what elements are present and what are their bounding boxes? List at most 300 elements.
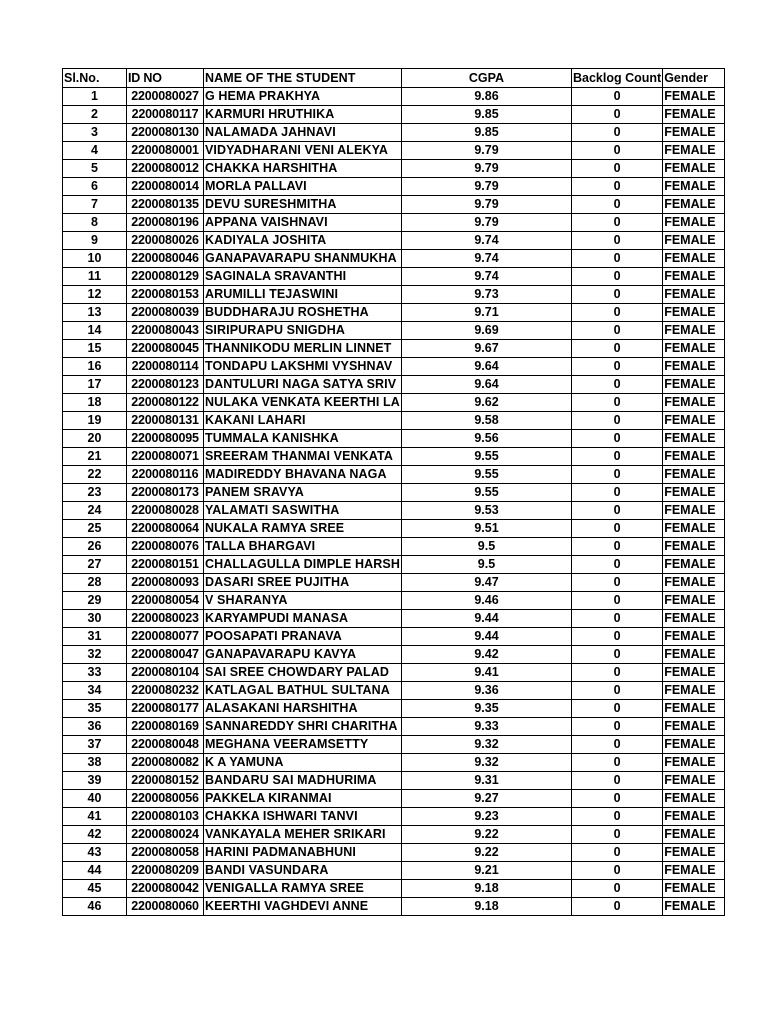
cell-sl-no[interactable]: 40 [63, 790, 127, 808]
cell-gender[interactable]: FEMALE [663, 592, 725, 610]
cell-id-no[interactable]: 2200080169 [127, 718, 204, 736]
cell-cgpa[interactable]: 9.67 [401, 340, 571, 358]
cell-student-name[interactable]: THANNIKODU MERLIN LINNET [204, 340, 402, 358]
cell-id-no[interactable]: 2200080196 [127, 214, 204, 232]
cell-gender[interactable]: FEMALE [663, 430, 725, 448]
cell-student-name[interactable]: K A YAMUNA [204, 754, 402, 772]
cell-sl-no[interactable]: 9 [63, 232, 127, 250]
cell-gender[interactable]: FEMALE [663, 772, 725, 790]
table-row [63, 646, 725, 664]
cell-cgpa[interactable]: 9.42 [401, 646, 571, 664]
cell-gender[interactable]: FEMALE [663, 484, 725, 502]
cell-cgpa[interactable]: 9.79 [401, 214, 571, 232]
table-row [63, 268, 725, 286]
cell-backlog-count[interactable]: 0 [571, 862, 662, 880]
cell-backlog-count[interactable]: 0 [571, 646, 662, 664]
cell-id-no[interactable]: 2200080114 [127, 358, 204, 376]
cell-backlog-count[interactable]: 0 [571, 358, 662, 376]
cell-student-name[interactable]: VANKAYALA MEHER SRIKARI [204, 826, 402, 844]
cell-sl-no[interactable]: 24 [63, 502, 127, 520]
cell-student-name[interactable]: KARYAMPUDI MANASA [204, 610, 402, 628]
cell-sl-no[interactable]: 10 [63, 250, 127, 268]
cell-sl-no[interactable]: 1 [63, 88, 127, 106]
cell-student-name[interactable]: KARMURI HRUTHIKA [204, 106, 402, 124]
cell-id-no[interactable]: 2200080014 [127, 178, 204, 196]
cell-id-no[interactable]: 2200080042 [127, 880, 204, 898]
cell-cgpa[interactable]: 9.44 [401, 628, 571, 646]
cell-cgpa[interactable]: 9.5 [401, 556, 571, 574]
table-row [63, 214, 725, 232]
cell-student-name[interactable]: SAI SREE CHOWDARY PALAD [204, 664, 402, 682]
cell-sl-no[interactable]: 25 [63, 520, 127, 538]
cell-cgpa[interactable]: 9.85 [401, 106, 571, 124]
cell-gender[interactable]: FEMALE [663, 160, 725, 178]
cell-cgpa[interactable]: 9.36 [401, 682, 571, 700]
cell-student-name[interactable]: POOSAPATI PRANAVA [204, 628, 402, 646]
cell-gender[interactable]: FEMALE [663, 826, 725, 844]
header-row [63, 69, 725, 88]
cell-sl-no[interactable]: 2 [63, 106, 127, 124]
cell-gender[interactable]: FEMALE [663, 412, 725, 430]
cell-backlog-count[interactable]: 0 [571, 538, 662, 556]
cell-backlog-count[interactable]: 0 [571, 106, 662, 124]
header-backlog-count[interactable]: Backlog Count [571, 69, 662, 88]
cell-student-name[interactable]: DEVU SURESHMITHA [204, 196, 402, 214]
cell-cgpa[interactable]: 9.31 [401, 772, 571, 790]
cell-cgpa[interactable]: 9.74 [401, 268, 571, 286]
cell-gender[interactable]: FEMALE [663, 214, 725, 232]
cell-student-name[interactable]: APPANA VAISHNAVI [204, 214, 402, 232]
cell-cgpa[interactable]: 9.32 [401, 736, 571, 754]
cell-sl-no[interactable]: 31 [63, 628, 127, 646]
header-sl-no[interactable]: Sl.No. [63, 69, 127, 88]
cell-student-name[interactable]: MORLA PALLAVI [204, 178, 402, 196]
cell-cgpa[interactable]: 9.18 [401, 880, 571, 898]
cell-cgpa[interactable]: 9.44 [401, 610, 571, 628]
cell-sl-no[interactable]: 38 [63, 754, 127, 772]
cell-gender[interactable]: FEMALE [663, 106, 725, 124]
cell-student-name[interactable]: VENIGALLA RAMYA SREE [204, 880, 402, 898]
cell-gender[interactable]: FEMALE [663, 178, 725, 196]
cell-sl-no[interactable]: 37 [63, 736, 127, 754]
cell-student-name[interactable]: NUKALA RAMYA SREE [204, 520, 402, 538]
cell-sl-no[interactable]: 28 [63, 574, 127, 592]
cell-sl-no[interactable]: 8 [63, 214, 127, 232]
cell-gender[interactable]: FEMALE [663, 502, 725, 520]
cell-sl-no[interactable]: 30 [63, 610, 127, 628]
cell-sl-no[interactable]: 34 [63, 682, 127, 700]
cell-backlog-count[interactable]: 0 [571, 340, 662, 358]
header-student-name[interactable]: NAME OF THE STUDENT [204, 69, 402, 88]
cell-gender[interactable]: FEMALE [663, 232, 725, 250]
cell-sl-no[interactable]: 42 [63, 826, 127, 844]
cell-gender[interactable]: FEMALE [663, 538, 725, 556]
cell-id-no[interactable]: 2200080103 [127, 808, 204, 826]
cell-gender[interactable]: FEMALE [663, 520, 725, 538]
cell-student-name[interactable]: BUDDHARAJU ROSHETHA [204, 304, 402, 322]
cell-backlog-count[interactable]: 0 [571, 592, 662, 610]
cell-id-no[interactable]: 2200080129 [127, 268, 204, 286]
cell-cgpa[interactable]: 9.55 [401, 484, 571, 502]
cell-gender[interactable]: FEMALE [663, 268, 725, 286]
cell-backlog-count[interactable]: 0 [571, 844, 662, 862]
cell-backlog-count[interactable]: 0 [571, 430, 662, 448]
cell-cgpa[interactable]: 9.51 [401, 520, 571, 538]
cell-id-no[interactable]: 2200080043 [127, 322, 204, 340]
cell-id-no[interactable]: 2200080060 [127, 898, 204, 916]
cell-student-name[interactable]: CHAKKA HARSHITHA [204, 160, 402, 178]
cell-id-no[interactable]: 2200080047 [127, 646, 204, 664]
cell-student-name[interactable]: PANEM SRAVYA [204, 484, 402, 502]
cell-gender[interactable]: FEMALE [663, 340, 725, 358]
cell-student-name[interactable]: TUMMALA KANISHKA [204, 430, 402, 448]
table-row [63, 286, 725, 304]
cell-cgpa[interactable]: 9.85 [401, 124, 571, 142]
cell-backlog-count[interactable]: 0 [571, 196, 662, 214]
cell-gender[interactable]: FEMALE [663, 322, 725, 340]
cell-sl-no[interactable]: 12 [63, 286, 127, 304]
cell-student-name[interactable]: ARUMILLI TEJASWINI [204, 286, 402, 304]
cell-cgpa[interactable]: 9.35 [401, 700, 571, 718]
cell-sl-no[interactable]: 20 [63, 430, 127, 448]
cell-id-no[interactable]: 2200080082 [127, 754, 204, 772]
cell-student-name[interactable]: GANAPAVARAPU SHANMUKHA [204, 250, 402, 268]
cell-gender[interactable]: FEMALE [663, 376, 725, 394]
cell-id-no[interactable]: 2200080209 [127, 862, 204, 880]
cell-backlog-count[interactable]: 0 [571, 628, 662, 646]
cell-backlog-count[interactable]: 0 [571, 772, 662, 790]
cell-id-no[interactable]: 2200080024 [127, 826, 204, 844]
cell-id-no[interactable]: 2200080054 [127, 592, 204, 610]
cell-id-no[interactable]: 2200080046 [127, 250, 204, 268]
cell-sl-no[interactable]: 15 [63, 340, 127, 358]
cell-id-no[interactable]: 2200080122 [127, 394, 204, 412]
cell-sl-no[interactable]: 44 [63, 862, 127, 880]
cell-gender[interactable]: FEMALE [663, 574, 725, 592]
table-row [63, 844, 725, 862]
cell-gender[interactable]: FEMALE [663, 196, 725, 214]
cell-gender[interactable]: FEMALE [663, 790, 725, 808]
cell-gender[interactable]: FEMALE [663, 466, 725, 484]
cell-sl-no[interactable]: 46 [63, 898, 127, 916]
cell-sl-no[interactable]: 5 [63, 160, 127, 178]
cell-gender[interactable]: FEMALE [663, 358, 725, 376]
cell-cgpa[interactable]: 9.64 [401, 376, 571, 394]
cell-backlog-count[interactable]: 0 [571, 466, 662, 484]
cell-id-no[interactable]: 2200080045 [127, 340, 204, 358]
cell-cgpa[interactable]: 9.71 [401, 304, 571, 322]
cell-id-no[interactable]: 2200080177 [127, 700, 204, 718]
cell-student-name[interactable]: NALAMADA JAHNAVI [204, 124, 402, 142]
cell-id-no[interactable]: 2200080104 [127, 664, 204, 682]
cell-backlog-count[interactable]: 0 [571, 826, 662, 844]
cell-student-name[interactable]: DASARI SREE PUJITHA [204, 574, 402, 592]
table-row [63, 232, 725, 250]
cell-backlog-count[interactable]: 0 [571, 142, 662, 160]
cell-id-no[interactable]: 2200080026 [127, 232, 204, 250]
cell-gender[interactable]: FEMALE [663, 628, 725, 646]
cell-cgpa[interactable]: 9.46 [401, 592, 571, 610]
cell-id-no[interactable]: 2200080173 [127, 484, 204, 502]
cell-id-no[interactable]: 2200080077 [127, 628, 204, 646]
cell-cgpa[interactable]: 9.74 [401, 250, 571, 268]
cell-cgpa[interactable]: 9.79 [401, 142, 571, 160]
cell-cgpa[interactable]: 9.18 [401, 898, 571, 916]
cell-student-name[interactable]: V SHARANYA [204, 592, 402, 610]
cell-sl-no[interactable]: 36 [63, 718, 127, 736]
cell-id-no[interactable]: 2200080058 [127, 844, 204, 862]
cell-backlog-count[interactable]: 0 [571, 232, 662, 250]
cell-backlog-count[interactable]: 0 [571, 664, 662, 682]
cell-id-no[interactable]: 2200080001 [127, 142, 204, 160]
cell-backlog-count[interactable]: 0 [571, 214, 662, 232]
cell-backlog-count[interactable]: 0 [571, 88, 662, 106]
table-row [63, 430, 725, 448]
cell-backlog-count[interactable]: 0 [571, 610, 662, 628]
cell-student-name[interactable]: YALAMATI SASWITHA [204, 502, 402, 520]
cell-cgpa[interactable]: 9.79 [401, 178, 571, 196]
cell-sl-no[interactable]: 45 [63, 880, 127, 898]
cell-sl-no[interactable]: 13 [63, 304, 127, 322]
cell-id-no[interactable]: 2200080048 [127, 736, 204, 754]
cell-backlog-count[interactable]: 0 [571, 412, 662, 430]
cell-cgpa[interactable]: 9.5 [401, 538, 571, 556]
cell-backlog-count[interactable]: 0 [571, 448, 662, 466]
cell-sl-no[interactable]: 32 [63, 646, 127, 664]
cell-backlog-count[interactable]: 0 [571, 790, 662, 808]
table-row [63, 178, 725, 196]
cell-cgpa[interactable]: 9.58 [401, 412, 571, 430]
cell-backlog-count[interactable]: 0 [571, 736, 662, 754]
cell-id-no[interactable]: 2200080131 [127, 412, 204, 430]
cell-gender[interactable]: FEMALE [663, 718, 725, 736]
header-gender[interactable]: Gender [663, 69, 725, 88]
cell-backlog-count[interactable]: 0 [571, 376, 662, 394]
cell-backlog-count[interactable]: 0 [571, 520, 662, 538]
table-row [63, 376, 725, 394]
cell-id-no[interactable]: 2200080123 [127, 376, 204, 394]
cell-student-name[interactable]: SANNAREDDY SHRI CHARITHA [204, 718, 402, 736]
cell-sl-no[interactable]: 11 [63, 268, 127, 286]
cell-backlog-count[interactable]: 0 [571, 754, 662, 772]
cell-backlog-count[interactable]: 0 [571, 124, 662, 142]
cell-sl-no[interactable]: 29 [63, 592, 127, 610]
header-id-no[interactable]: ID NO [127, 69, 204, 88]
cell-gender[interactable]: FEMALE [663, 610, 725, 628]
cell-student-name[interactable]: SIRIPURAPU SNIGDHA [204, 322, 402, 340]
cell-backlog-count[interactable]: 0 [571, 160, 662, 178]
cell-gender[interactable]: FEMALE [663, 808, 725, 826]
cell-backlog-count[interactable]: 0 [571, 322, 662, 340]
cell-student-name[interactable]: TONDAPU LAKSHMI VYSHNAV [204, 358, 402, 376]
cell-backlog-count[interactable]: 0 [571, 484, 662, 502]
cell-cgpa[interactable]: 9.73 [401, 286, 571, 304]
cell-student-name[interactable]: NULAKA VENKATA KEERTHI LA [204, 394, 402, 412]
table-row [63, 682, 725, 700]
cell-id-no[interactable]: 2200080135 [127, 196, 204, 214]
cell-sl-no[interactable]: 6 [63, 178, 127, 196]
cell-backlog-count[interactable]: 0 [571, 808, 662, 826]
cell-backlog-count[interactable]: 0 [571, 700, 662, 718]
cell-id-no[interactable]: 2200080130 [127, 124, 204, 142]
cell-student-name[interactable]: BANDARU SAI MADHURIMA [204, 772, 402, 790]
cell-id-no[interactable]: 2200080116 [127, 466, 204, 484]
cell-student-name[interactable]: TALLA BHARGAVI [204, 538, 402, 556]
cell-student-name[interactable]: KEERTHI VAGHDEVI ANNE [204, 898, 402, 916]
cell-backlog-count[interactable]: 0 [571, 682, 662, 700]
cell-gender[interactable]: FEMALE [663, 862, 725, 880]
cell-sl-no[interactable]: 4 [63, 142, 127, 160]
table-row [63, 556, 725, 574]
cell-gender[interactable]: FEMALE [663, 682, 725, 700]
cell-sl-no[interactable]: 21 [63, 448, 127, 466]
cell-cgpa[interactable]: 9.32 [401, 754, 571, 772]
table-row [63, 790, 725, 808]
cell-sl-no[interactable]: 23 [63, 484, 127, 502]
cell-id-no[interactable]: 2200080095 [127, 430, 204, 448]
cell-gender[interactable]: FEMALE [663, 448, 725, 466]
cell-gender[interactable]: FEMALE [663, 394, 725, 412]
cell-student-name[interactable]: HARINI PADMANABHUNI [204, 844, 402, 862]
cell-gender[interactable]: FEMALE [663, 754, 725, 772]
cell-sl-no[interactable]: 33 [63, 664, 127, 682]
cell-id-no[interactable]: 2200080151 [127, 556, 204, 574]
cell-sl-no[interactable]: 7 [63, 196, 127, 214]
cell-cgpa[interactable]: 9.74 [401, 232, 571, 250]
cell-student-name[interactable]: ALASAKANI HARSHITHA [204, 700, 402, 718]
cell-id-no[interactable]: 2200080153 [127, 286, 204, 304]
cell-sl-no[interactable]: 27 [63, 556, 127, 574]
cell-student-name[interactable]: CHALLAGULLA DIMPLE HARSH [204, 556, 402, 574]
cell-student-name[interactable]: SREERAM THANMAI VENKATA [204, 448, 402, 466]
cell-sl-no[interactable]: 16 [63, 358, 127, 376]
cell-student-name[interactable]: GANAPAVARAPU KAVYA [204, 646, 402, 664]
cell-backlog-count[interactable]: 0 [571, 574, 662, 592]
table-row [63, 700, 725, 718]
cell-id-no[interactable]: 2200080076 [127, 538, 204, 556]
table-row [63, 484, 725, 502]
cell-cgpa[interactable]: 9.21 [401, 862, 571, 880]
cell-student-name[interactable]: PAKKELA KIRANMAI [204, 790, 402, 808]
cell-sl-no[interactable]: 39 [63, 772, 127, 790]
cell-cgpa[interactable]: 9.33 [401, 718, 571, 736]
cell-cgpa[interactable]: 9.55 [401, 466, 571, 484]
cell-cgpa[interactable]: 9.64 [401, 358, 571, 376]
cell-gender[interactable]: FEMALE [663, 124, 725, 142]
cell-backlog-count[interactable]: 0 [571, 718, 662, 736]
cell-sl-no[interactable]: 22 [63, 466, 127, 484]
cell-sl-no[interactable]: 43 [63, 844, 127, 862]
cell-backlog-count[interactable]: 0 [571, 898, 662, 916]
cell-id-no[interactable]: 2200080012 [127, 160, 204, 178]
cell-id-no[interactable]: 2200080056 [127, 790, 204, 808]
cell-student-name[interactable]: SAGINALA SRAVANTHI [204, 268, 402, 286]
cell-backlog-count[interactable]: 0 [571, 286, 662, 304]
cell-gender[interactable]: FEMALE [663, 736, 725, 754]
cell-student-name[interactable]: MADIREDDY BHAVANA NAGA [204, 466, 402, 484]
cell-sl-no[interactable]: 35 [63, 700, 127, 718]
cell-cgpa[interactable]: 9.79 [401, 160, 571, 178]
cell-student-name[interactable]: G HEMA PRAKHYA [204, 88, 402, 106]
cell-id-no[interactable]: 2200080232 [127, 682, 204, 700]
cell-id-no[interactable]: 2200080152 [127, 772, 204, 790]
cell-backlog-count[interactable]: 0 [571, 304, 662, 322]
cell-id-no[interactable]: 2200080028 [127, 502, 204, 520]
table-row [63, 358, 725, 376]
cell-cgpa[interactable]: 9.41 [401, 664, 571, 682]
cell-gender[interactable]: FEMALE [663, 646, 725, 664]
cell-id-no[interactable]: 2200080023 [127, 610, 204, 628]
cell-id-no[interactable]: 2200080027 [127, 88, 204, 106]
cell-student-name[interactable]: VIDYADHARANI VENI ALEKYA [204, 142, 402, 160]
cell-sl-no[interactable]: 19 [63, 412, 127, 430]
cell-gender[interactable]: FEMALE [663, 286, 725, 304]
cell-sl-no[interactable]: 14 [63, 322, 127, 340]
cell-cgpa[interactable]: 9.69 [401, 322, 571, 340]
cell-cgpa[interactable]: 9.86 [401, 88, 571, 106]
cell-backlog-count[interactable]: 0 [571, 178, 662, 196]
table-row [63, 142, 725, 160]
table-row [63, 826, 725, 844]
cell-backlog-count[interactable]: 0 [571, 250, 662, 268]
cell-student-name[interactable]: KADIYALA JOSHITA [204, 232, 402, 250]
cell-id-no[interactable]: 2200080071 [127, 448, 204, 466]
cell-id-no[interactable]: 2200080093 [127, 574, 204, 592]
cell-sl-no[interactable]: 17 [63, 376, 127, 394]
cell-cgpa[interactable]: 9.56 [401, 430, 571, 448]
cell-gender[interactable]: FEMALE [663, 250, 725, 268]
cell-sl-no[interactable]: 18 [63, 394, 127, 412]
cell-backlog-count[interactable]: 0 [571, 502, 662, 520]
cell-student-name[interactable]: BANDI VASUNDARA [204, 862, 402, 880]
cell-gender[interactable]: FEMALE [663, 142, 725, 160]
cell-cgpa[interactable]: 9.55 [401, 448, 571, 466]
cell-cgpa[interactable]: 9.22 [401, 826, 571, 844]
cell-gender[interactable]: FEMALE [663, 304, 725, 322]
cell-cgpa[interactable]: 9.27 [401, 790, 571, 808]
cell-id-no[interactable]: 2200080117 [127, 106, 204, 124]
cell-gender[interactable]: FEMALE [663, 844, 725, 862]
cell-cgpa[interactable]: 9.47 [401, 574, 571, 592]
cell-sl-no[interactable]: 3 [63, 124, 127, 142]
cell-id-no[interactable]: 2200080039 [127, 304, 204, 322]
cell-gender[interactable]: FEMALE [663, 700, 725, 718]
cell-cgpa[interactable]: 9.62 [401, 394, 571, 412]
cell-backlog-count[interactable]: 0 [571, 880, 662, 898]
cell-gender[interactable]: FEMALE [663, 898, 725, 916]
cell-student-name[interactable]: KATLAGAL BATHUL SULTANA [204, 682, 402, 700]
cell-sl-no[interactable]: 41 [63, 808, 127, 826]
cell-cgpa[interactable]: 9.23 [401, 808, 571, 826]
cell-student-name[interactable]: CHAKKA ISHWARI TANVI [204, 808, 402, 826]
cell-cgpa[interactable]: 9.53 [401, 502, 571, 520]
cell-sl-no[interactable]: 26 [63, 538, 127, 556]
cell-cgpa[interactable]: 9.79 [401, 196, 571, 214]
header-cgpa[interactable]: CGPA [401, 69, 571, 88]
cell-gender[interactable]: FEMALE [663, 664, 725, 682]
cell-student-name[interactable]: MEGHANA VEERAMSETTY [204, 736, 402, 754]
cell-backlog-count[interactable]: 0 [571, 268, 662, 286]
cell-student-name[interactable]: KAKANI LAHARI [204, 412, 402, 430]
cell-backlog-count[interactable]: 0 [571, 394, 662, 412]
cell-gender[interactable]: FEMALE [663, 556, 725, 574]
cell-backlog-count[interactable]: 0 [571, 556, 662, 574]
cell-student-name[interactable]: DANTULURI NAGA SATYA SRIV [204, 376, 402, 394]
cell-cgpa[interactable]: 9.22 [401, 844, 571, 862]
cell-id-no[interactable]: 2200080064 [127, 520, 204, 538]
cell-gender[interactable]: FEMALE [663, 880, 725, 898]
cell-gender[interactable]: FEMALE [663, 88, 725, 106]
